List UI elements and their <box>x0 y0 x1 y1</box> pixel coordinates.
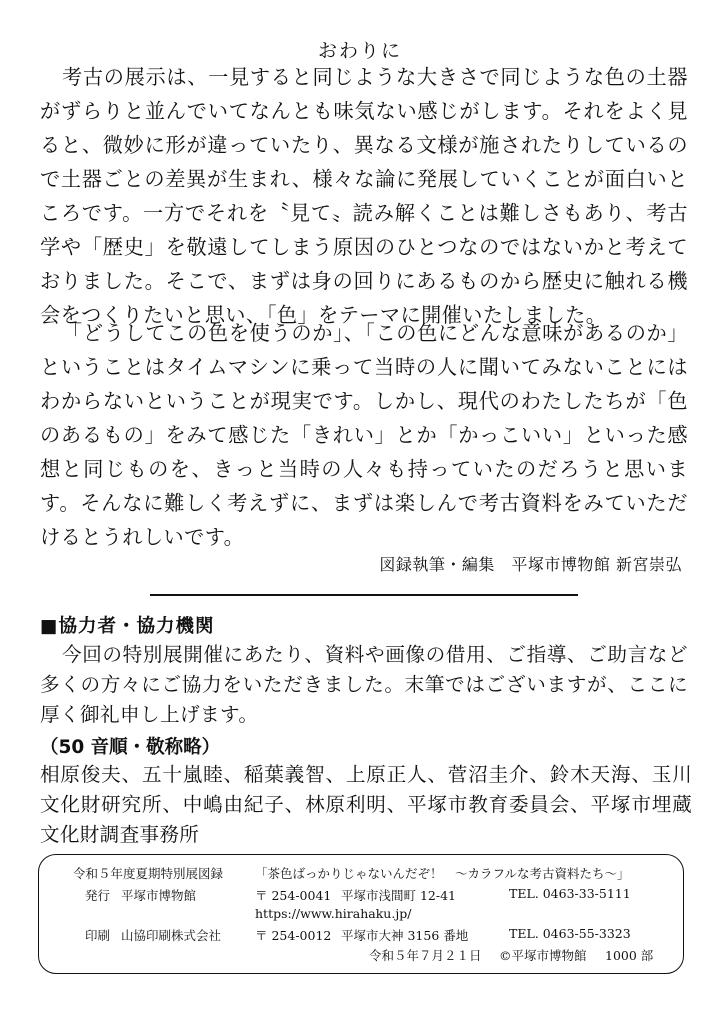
printer-label: 印刷 <box>85 928 111 943</box>
colophon-box <box>38 854 684 974</box>
acknowledgement-text: 今回の特別展開催にあたり、資料や画像の借用、ご指導、ご助言など多くの方々にご協力をいただきました。末筆ではございますが、ここに厚く御礼申し上げます。 <box>40 643 688 726</box>
section-divider <box>150 594 578 596</box>
page-title: おわりに <box>317 40 402 62</box>
cooperators-names-list: 相原俊夫、五十嵐睦、稲葉義智、上原正人、菅沼圭介、鈴木天海、玉川文化財研究所、中嶋由紀子、林原利明、平塚市教育委員会、平塚市埋蔵文化財調査事務所 <box>40 763 692 846</box>
catalog-title: 「茶色ばっかりじゃないんだぞ！ ～カラフルな考古資料たち～」 <box>255 866 630 881</box>
closing-paragraph-1: 考古の展示は、一見すると同じような大きさで同じような色の土器がずらりと並んでいてなんとも味気ない感じがします。それをよく見ると、微妙に形が違っていたり、異なる文様が施されたりしているので土器ごとの差異が生まれ、様々な論に発展していくことが面白いところです。一方でそれを〝見て〟読み解くことは難しさもあり、考古学や「歴史」を敬遠してしまう原因のひとつなのではないかと考えておりました。そこで、まずは身の回りにあるものから歴史に触れる機会をつくりたいと思い、「色」をテーマに開催いたしました。 <box>40 65 688 327</box>
author-credit: 図録執筆・編集 平塚市博物館 新宮崇弘 <box>379 555 682 574</box>
publisher-name: 平塚市博物館 <box>121 888 197 903</box>
printer-name: 山協印刷株式会社 <box>121 928 222 943</box>
cooperators-heading: ■協力者・協力機関 <box>40 616 215 637</box>
print-run: 1000 部 <box>605 948 654 963</box>
cooperators-order-note: （50 音順・敬称略） <box>40 737 221 758</box>
catalog-label: 令和５年度夏期特別展図録 <box>73 866 224 881</box>
printer-address: 平塚市大神 3156 番地 <box>341 928 469 943</box>
publisher-postal-code: 〒 254-0041 <box>255 888 332 903</box>
publisher-label: 発行 <box>85 888 111 903</box>
closing-paragraph-2: 「どうしてこの色を使うのか」、「この色にどんな意味があるのか」ということはタイムマシンに乗って当時の人に聞いてみないことにはわからないということが現実です。しかし、現代のわたしたちが「色のあるもの」をみて感じた「きれい」とか「かっこいい」といった感想と同じものを、きっと当時の人々も持っていたのだろうと思います。そんなに難しく考えずに、まずは楽しんで考古資料をみていただけるとうれしいです。 <box>40 321 688 549</box>
issue-date: 令和５年７月２１日 <box>369 948 482 963</box>
publisher-address: 平塚市浅間町 12-41 <box>341 888 457 903</box>
copyright-notice: ©平塚市博物館 <box>499 948 587 963</box>
printer-tel: TEL. 0463-55-3323 <box>509 926 631 941</box>
website-link[interactable]: https://www.hirahaku.jp/ <box>255 906 412 921</box>
printer-postal-code: 〒 254-0012 <box>255 928 332 943</box>
publisher-tel: TEL. 0463-33-5111 <box>509 886 631 901</box>
